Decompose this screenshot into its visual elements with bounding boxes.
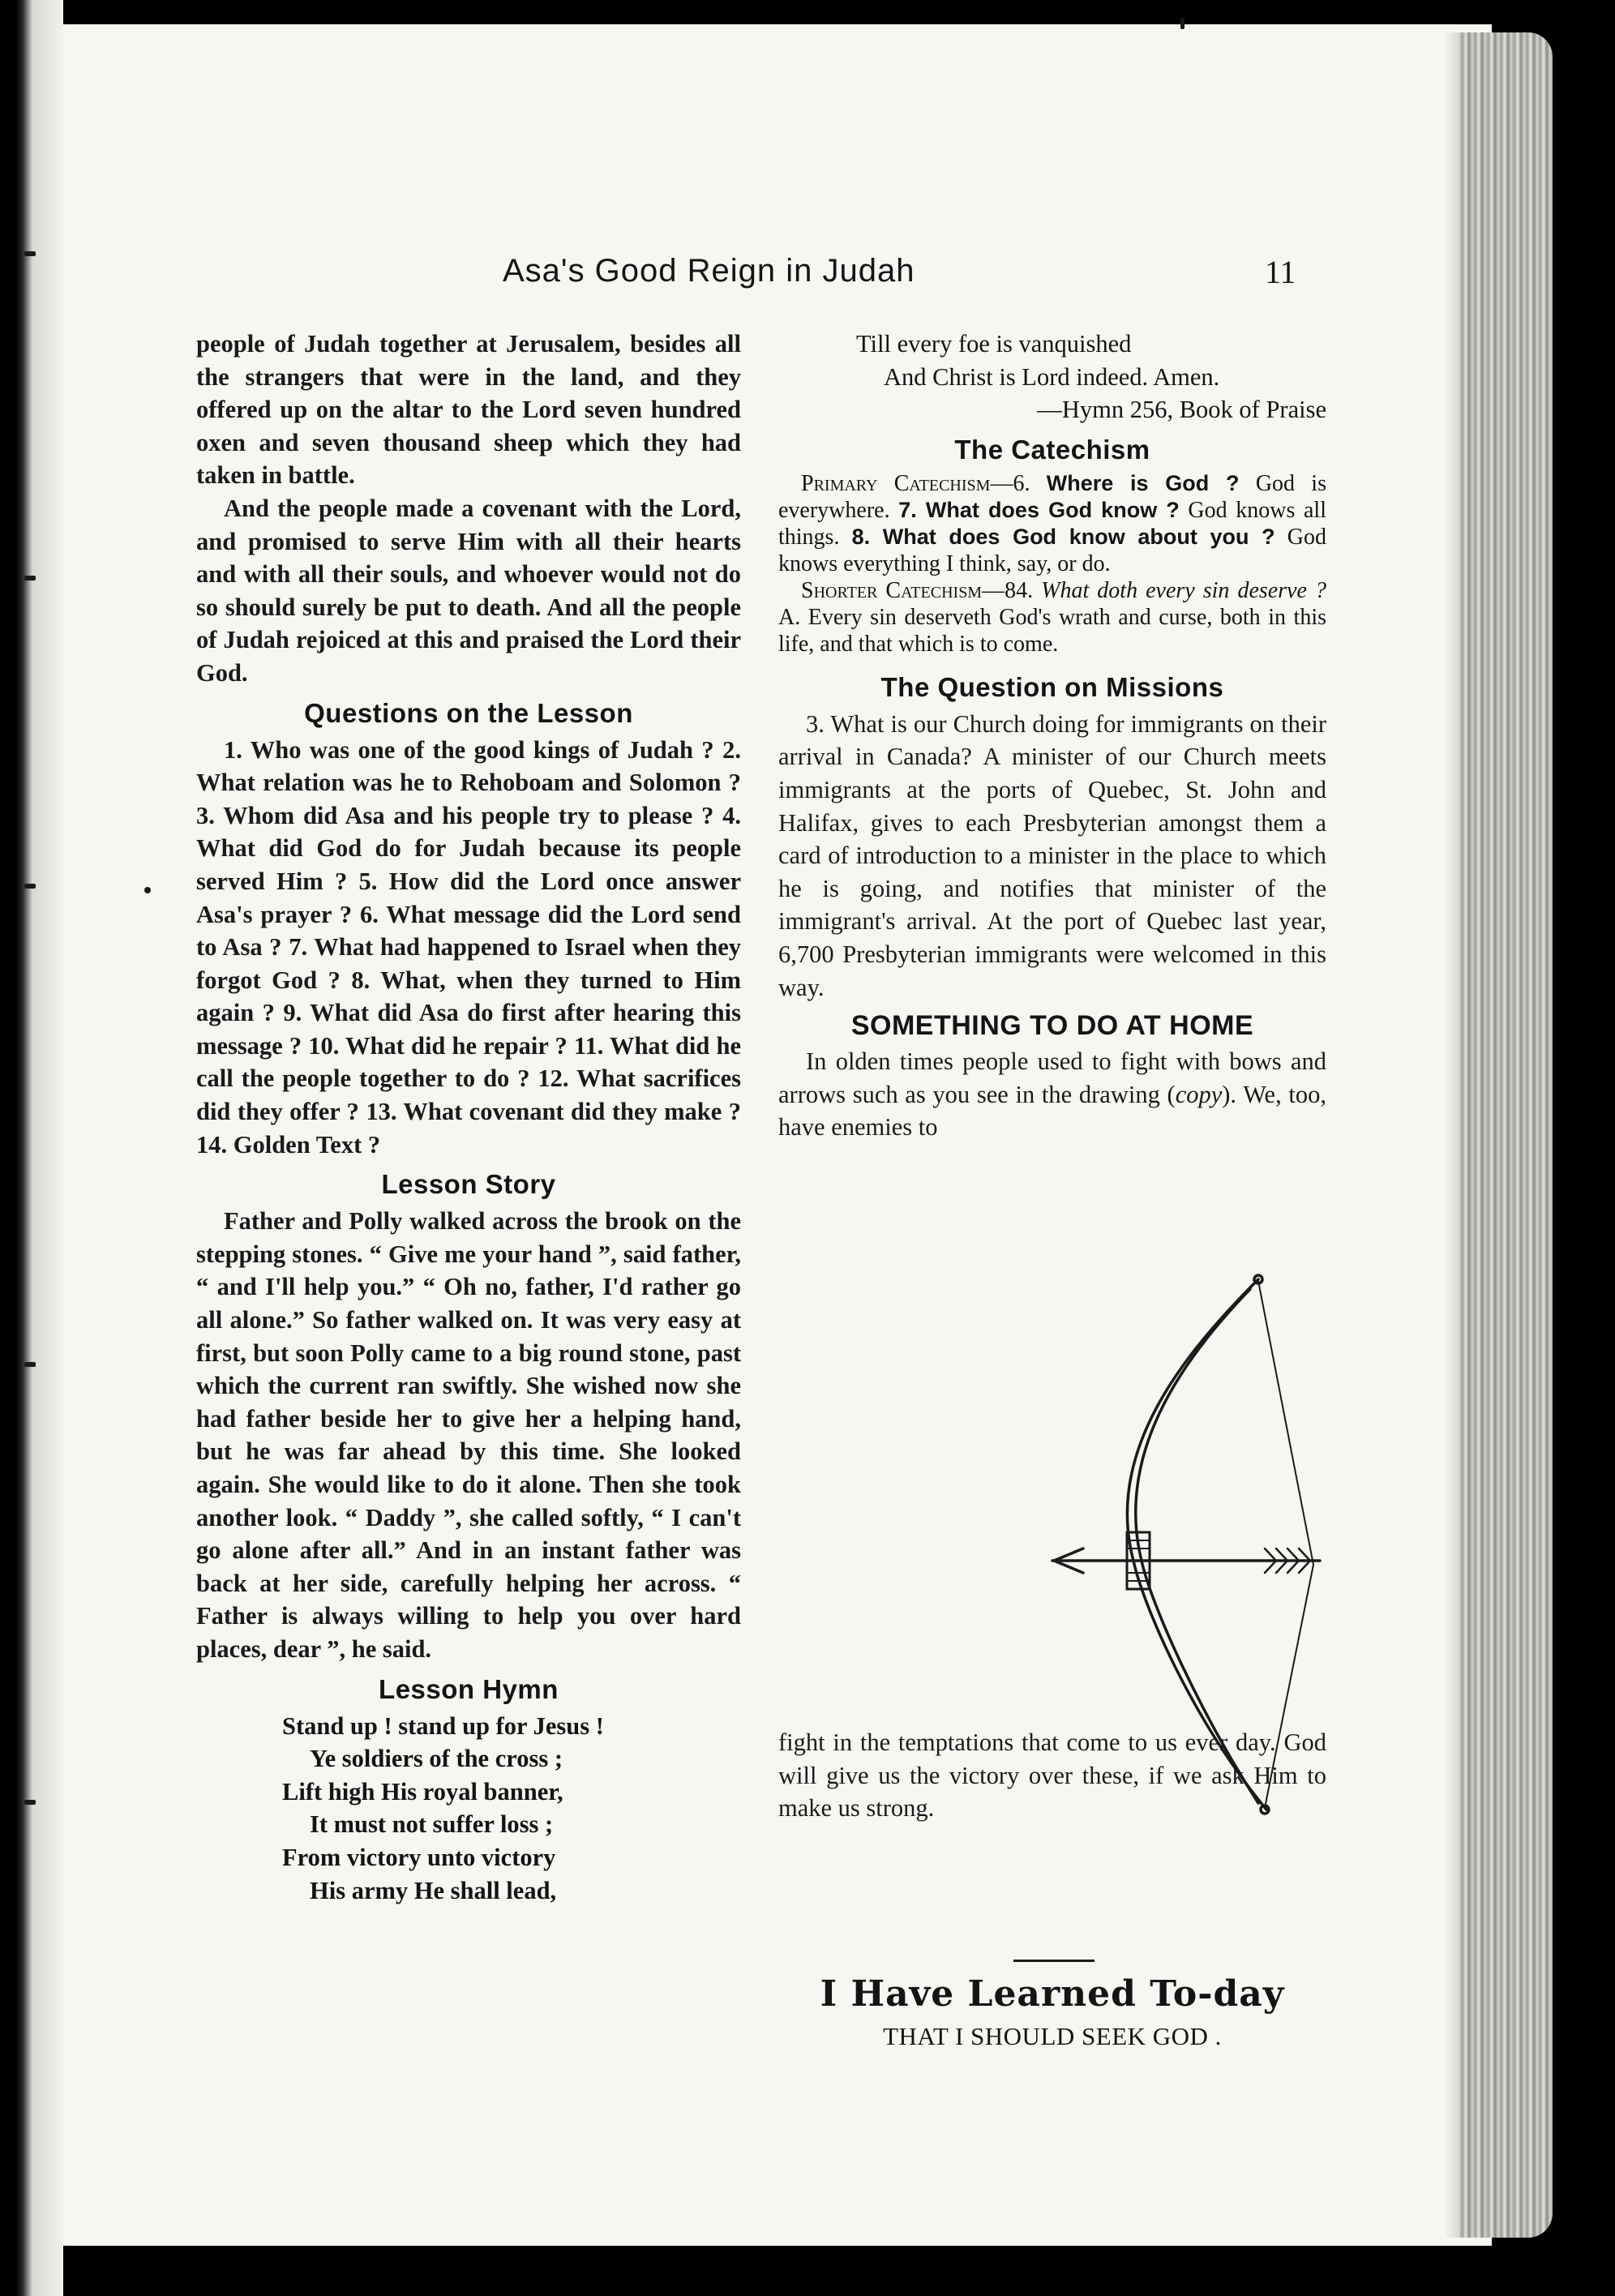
hymn-source: —Hymn 256, Book of Praise: [1037, 396, 1326, 424]
intro-paragraph-1: people of Judah together at Jerusalem, besides all the strangers that were in the land, and they offered up on the altar to the Lord seven hundred oxen and seven thousand sheep which they had taken in battle.: [196, 330, 741, 490]
home-heading: SOMETHING TO DO AT HOME: [850, 1010, 1254, 1042]
hymn-verses: [282, 1710, 741, 1908]
hymn-continued-line: Till every foe is vanquished: [856, 330, 1132, 358]
story-heading: Lesson Story: [381, 1169, 556, 1200]
primary-catechism-label: Primary Catechism: [801, 470, 991, 496]
primary-q8: 8. What does God know about you ?: [851, 524, 1275, 549]
separator-rule: [1013, 1960, 1095, 1962]
shorter-question: What doth every sin deserve ?: [1041, 577, 1327, 603]
bow-limb-outer: [1127, 1279, 1266, 1810]
shorter-catechism: [778, 577, 1326, 658]
primary-a8: God knows everything I think, say, or do.: [778, 524, 1326, 576]
hymn-line: From victory unto victory: [282, 1843, 556, 1871]
primary-a6: God is everywhere.: [778, 470, 1326, 523]
ink-speck: [1180, 18, 1184, 29]
learned-today-title: I Have Learned To-day: [820, 1973, 1285, 2015]
bow-limb-inner: [1136, 1289, 1258, 1803]
home-copy: copy: [1175, 1080, 1223, 1108]
ink-speck: [144, 887, 151, 893]
learned-today-subtitle: THAT I SHOULD SEEK GOD .: [883, 2022, 1222, 2050]
hymn-line: It must not suffer loss ;: [310, 1810, 554, 1839]
home-text-a: In olden times people used to fight with bows and arrows such as you see in the drawing (: [778, 1047, 1326, 1108]
page-number: 11: [1265, 254, 1296, 290]
hymn-line: Lift high His royal banner,: [282, 1777, 563, 1806]
home-text: [778, 1045, 1326, 1144]
binding-stitch: [24, 576, 36, 580]
binding-stitch: [24, 884, 36, 889]
primary-q6: Where is God ?: [1046, 470, 1240, 495]
hymn-line: His army He shall lead,: [310, 1876, 557, 1904]
bow-and-arrow-drawing: [1046, 1265, 1338, 1832]
hymn-continued-line: And Christ is Lord indeed. Amen.: [884, 362, 1220, 391]
hymn-line: Stand up ! stand up for Jesus !: [282, 1711, 604, 1740]
missions-text: 3. What is our Church doing for immigrants on their arrival in Canada? A minister of our Church meets immigrants at the ports of Quebec, St. John and Halifax, gives to each Presbyterian amongst them a card of introduction to a minister in the place to which he is going, and notifies that minister of the immigrant's arrival. At the port of Quebec last year, 6,700 Presbyterian immigrants were welcomed in this way.: [778, 709, 1326, 1001]
primary-num: —6.: [990, 470, 1047, 496]
bow-string: [1258, 1281, 1313, 1565]
questions-text: 1. Who was one of the good kings of Judah ? 2. What relation was he to Rehoboam and Solomon ? 3. Whom did Asa and his people try to please ? 4. What did God do for Judah because its people served Him ? 5. How did the Lord once answer Asa's prayer ? 6. What message did the Lord send to Asa ? 7. What had happened to Israel when they forgot God ? 8. What, when they turned to Him again ? 9. What did Asa do first after hearing this message ? 10. What did he repair ? 11. What did he call the people together to do ? 12. What sacrifices did they offer ? 13. What covenant did they make ? 14. Golden Text ?: [196, 735, 741, 1159]
shorter-catechism-label: Shorter Catechism: [801, 577, 983, 603]
shorter-num: —84.: [982, 577, 1042, 603]
primary-catechism: [778, 470, 1326, 577]
hymn-heading: Lesson Hymn: [379, 1673, 559, 1704]
bow-string: [1265, 1565, 1313, 1808]
binding-stitch: [24, 251, 36, 256]
intro-paragraph-2: And the people made a covenant with the Lord, and promised to serve Him with all their hearts and with all their souls, and whoever would not do so should surely be put to death. And all the people of Judah rejoiced at this and praised the Lord their God.: [196, 494, 741, 687]
story-text: Father and Polly walked across the brook on the stepping stones. “ Give me your hand ”, said father, “ and I'll help you.” “ Oh no, father, I'd rather go all alone.” So father walked on. It was very easy at first, but soon Polly came to a big round stone, past which the current ran swiftly. She wished now she had father beside her to give her a helping hand, but he was far ahead by this time. She looked again. She would like to do it alone. Then she took another look. “ Daddy ”, she called softly, “ I can't go alone after all.” And in an instant father was back at her side, carefully helping her across. “ Father is always willing to help you over hard places, dear ”, he said.: [196, 1207, 741, 1663]
running-head-title: Asa's Good Reign in Judah: [503, 253, 915, 289]
binding-stitch: [24, 1362, 36, 1367]
book-page-edges: [1459, 32, 1553, 2238]
home-text-continued: fight in the temptations that come to us ever day. God will give us the victory over these, if we ask Him to make us strong.: [778, 1728, 1326, 1823]
home-text-b: ). We, too, have enemies to: [778, 1080, 1326, 1142]
questions-heading: Questions on the Lesson: [304, 697, 633, 728]
shorter-answer: A. Every sin deserveth God's wrath and curse, both in this life, and that which is to come.: [778, 604, 1326, 657]
primary-q7: 7. What does God know ?: [898, 497, 1180, 522]
hymn-line: Ye soldiers of the cross ;: [310, 1745, 563, 1773]
binding-stitch: [24, 1800, 36, 1805]
catechism-heading: The Catechism: [954, 434, 1150, 465]
left-column: [196, 328, 741, 1907]
missions-heading: The Question on Missions: [880, 671, 1224, 702]
primary-a7: God knows all things.: [778, 497, 1326, 550]
book-binding: [0, 0, 63, 2296]
